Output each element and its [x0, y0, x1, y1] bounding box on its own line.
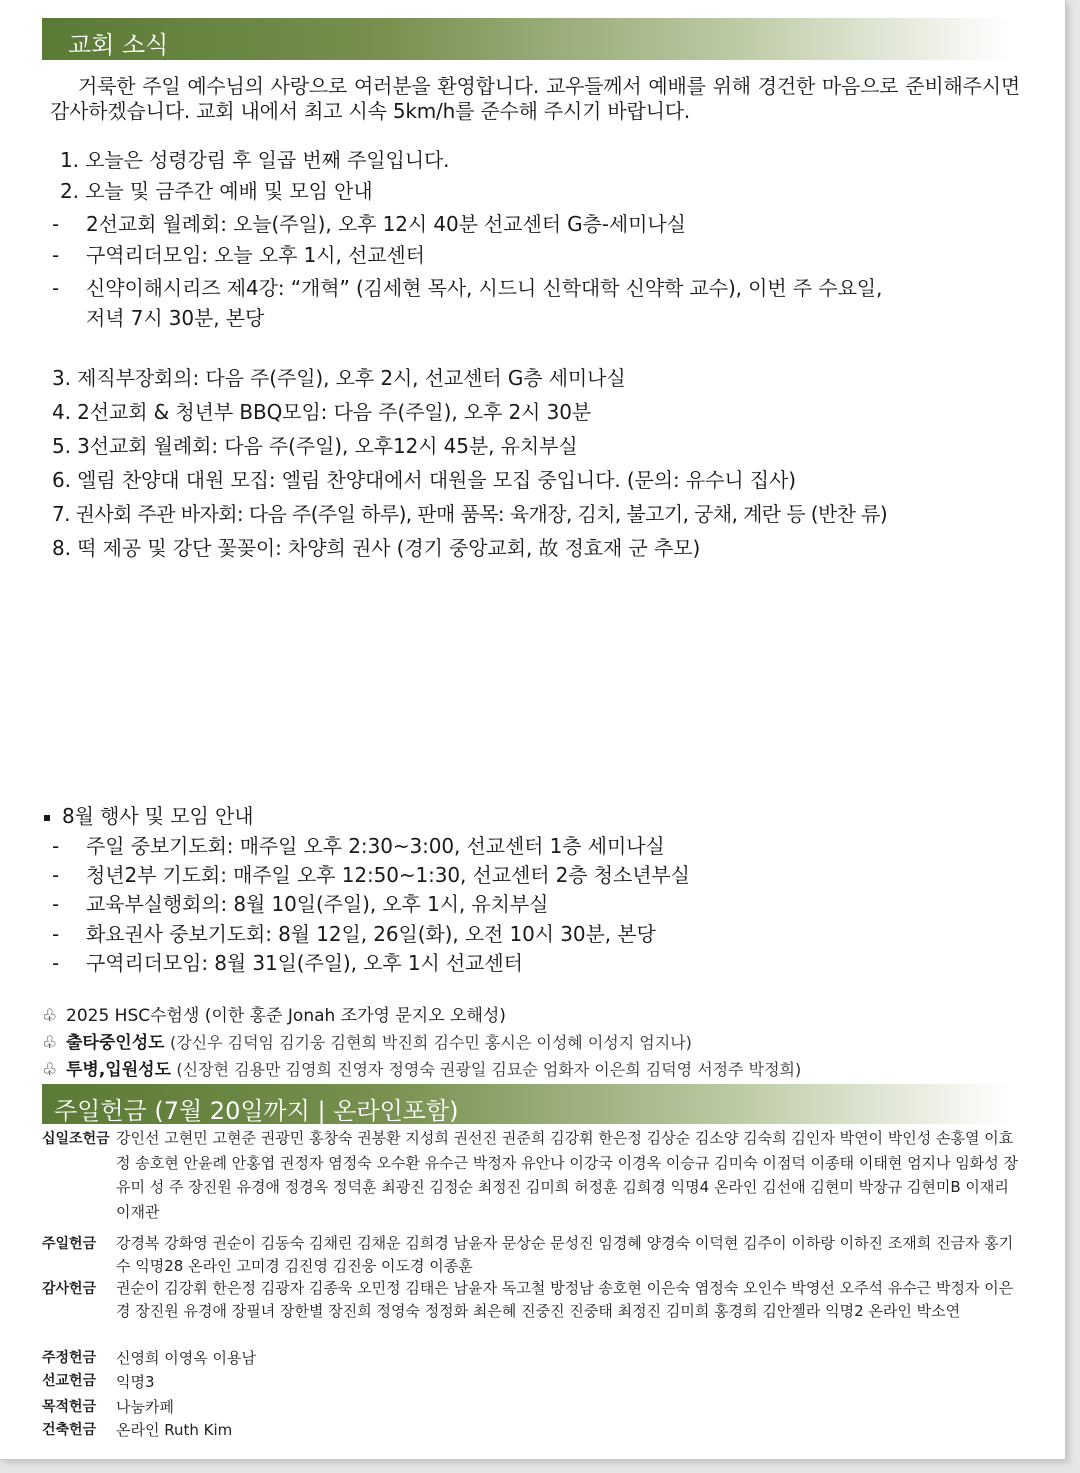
dash-marker: - — [52, 951, 60, 975]
purpose-offering-names: 나눔카페 — [116, 1398, 174, 1416]
announcement-item-6: 6. 엘림 찬양대 대원 모집: 엘림 찬양대에서 대원을 모집 중입니다. (문의: 유수니 집사) — [52, 468, 796, 492]
mission-offering-label: 선교헌금 — [42, 1373, 97, 1389]
announcement-sub-1: 2선교회 월례회: 오늘(주일), 오후 12시 40분 선교센터 G층-세미나실 — [86, 212, 686, 236]
welcome-paragraph: 거룩한 주일 예수님의 사랑으로 여러분을 환영합니다. 교우들께서 예배를 위해 경건한 마음으로 준비해주시면 감사하겠습니다. 교회 내에서 최고 시속 5km/h를 준수해 주시기 바랍니다. — [50, 74, 1020, 123]
august-event-item: 청년2부 기도회: 매주일 오후 12:50~1:30, 선교센터 2층 청소년부실 — [86, 863, 690, 887]
thanks-offering-names: 권순이 김강휘 한은정 김광자 김종욱 오민정 김태은 남윤자 독고철 방정남 송호현 이은숙 염정숙 오인수 박영선 오주석 유수근 박정자 이은경 장진원 유경애 장필녀 장한별 장진희 정영숙 정정화 최은혜 진중진 진중태 최정진 김미희 홍경희 김안젤라 익명2 온라인 박소연 — [116, 1279, 1014, 1320]
traveling-members-names: (강신우 김덕임 김기웅 김현희 박진희 김수민 홍시은 이성혜 이성지 엄지나) — [169, 1033, 692, 1052]
august-events-title: 8월 행사 및 모임 안내 — [62, 804, 254, 828]
thanks-offering-label: 감사헌금 — [42, 1281, 97, 1297]
sick-members-label: 투병,입원성도 — [66, 1060, 171, 1080]
weekly-offering-label: 주정헌금 — [42, 1350, 97, 1366]
offering-banner — [42, 1084, 1010, 1124]
traveling-members-line — [66, 1031, 692, 1055]
purpose-offering-label: 목적헌금 — [42, 1399, 97, 1415]
mission-offering-names: 익명3 — [116, 1373, 155, 1391]
announcement-item-2: 2. 오늘 및 금주간 예배 및 모임 안내 — [60, 179, 373, 203]
offering-title: 주일헌금 (7월 20일까지 | 온라인포함) — [54, 1097, 459, 1125]
building-offering-names: 온라인 Ruth Kim — [116, 1421, 233, 1439]
august-event-item: 화요권사 중보기도회: 8월 12일, 26일(화), 오전 10시 30분, 본당 — [86, 922, 656, 946]
traveling-members-label: 출타중인성도 — [66, 1033, 165, 1053]
dash-marker: - — [52, 834, 60, 858]
announcement-item-3: 3. 제직부장회의: 다음 주(주일), 오후 2시, 선교센터 G층 세미나실 — [52, 366, 626, 390]
announcement-sub-3: 신약이해시리즈 제4강: “개혁” (김세현 목사, 시드니 신학대학 신약학 교수), 이번 주 수요일, — [86, 276, 883, 300]
tithe-label: 십일조헌금 — [42, 1131, 110, 1147]
sick-members-line — [66, 1058, 801, 1082]
announcement-item-1: 1. 오늘은 성령강림 후 일곱 번째 주일입니다. — [60, 148, 450, 172]
dash-marker: - — [52, 212, 60, 236]
clover-icon: ♧ — [42, 1006, 58, 1026]
sick-members-names: (신장현 김용만 김영희 진영자 정영숙 권광일 김묘순 엄화자 이은희 김덕영 서정주 박정희) — [176, 1060, 802, 1079]
building-offering-label: 건축헌금 — [42, 1422, 97, 1438]
august-event-item: 구역리더모임: 8월 31일(주일), 오후 1시 선교센터 — [86, 951, 523, 975]
hsc-students-line: 2025 HSC수험생 (이한 홍준 Jonah 조가영 문지오 오해성) — [66, 1006, 506, 1026]
church-news-title: 교회 소식 — [68, 31, 169, 59]
announcement-sub-3-cont: 저녁 7시 30분, 본당 — [86, 306, 265, 330]
clover-icon: ♧ — [42, 1033, 58, 1053]
sunday-offering-names: 강경복 강화영 권순이 김동숙 김채린 김채운 김희경 남윤자 문상순 문성진 임경혜 양경숙 이덕현 김주이 이하랑 이하진 조재희 진금자 홍기수 익명28 온라인 고미경 김진영 김진웅 이도경 이종훈 — [116, 1234, 1014, 1275]
dash-marker: - — [52, 276, 60, 300]
sunday-offering-label: 주일헌금 — [42, 1236, 97, 1252]
announcement-item-7: 7. 권사회 주관 바자회: 다음 주(주일 하루), 판매 품목: 육개장, 김치, 불고기, 궁채, 계란 등 (반찬 류) — [52, 502, 888, 526]
weekly-offering-names: 신영희 이영옥 이용남 — [116, 1349, 256, 1367]
dash-marker: - — [52, 892, 60, 916]
dash-marker: - — [52, 863, 60, 887]
clover-icon: ♧ — [42, 1060, 58, 1080]
square-bullet-icon — [44, 815, 50, 821]
announcement-item-8: 8. 떡 제공 및 강단 꽃꽂이: 차양희 권사 (경기 중앙교회, 故 정효재 군 추모) — [52, 536, 701, 560]
dash-marker: - — [52, 922, 60, 946]
tithe-names: 강인선 고현민 고현준 권광민 홍창숙 권봉환 지성희 권선진 권준희 김강휘 한은정 김상순 김소양 김숙희 김인자 박연이 박인성 손홍열 이효정 송호현 안윤례 안홍엽 권정자 염정숙 오수환 유수근 박정자 유안나 이강국 이경옥 이승규 김미숙 이점덕 이종태 이태현 엄지나 임화성 장유미 성 주 장진원 유경애 정경옥 정덕훈 최광진 김정순 최정진 김미희 허정훈 김희경 익명4 온라인 김선애 김현미 박장규 김현미B 이재리 이재관 — [116, 1129, 1019, 1221]
church-news-banner — [42, 18, 1010, 60]
dash-marker: - — [52, 243, 60, 267]
announcement-item-5: 5. 3선교회 월례회: 다음 주(주일), 오후12시 45분, 유치부실 — [52, 434, 578, 458]
august-event-item: 주일 중보기도회: 매주일 오후 2:30~3:00, 선교센터 1층 세미나실 — [86, 834, 665, 858]
announcement-sub-2: 구역리더모임: 오늘 오후 1시, 선교센터 — [86, 243, 425, 267]
august-event-item: 교육부실행회의: 8월 10일(주일), 오후 1시, 유치부실 — [86, 892, 549, 916]
announcement-item-4: 4. 2선교회 & 청년부 BBQ모임: 다음 주(주일), 오후 2시 30분 — [52, 400, 592, 424]
